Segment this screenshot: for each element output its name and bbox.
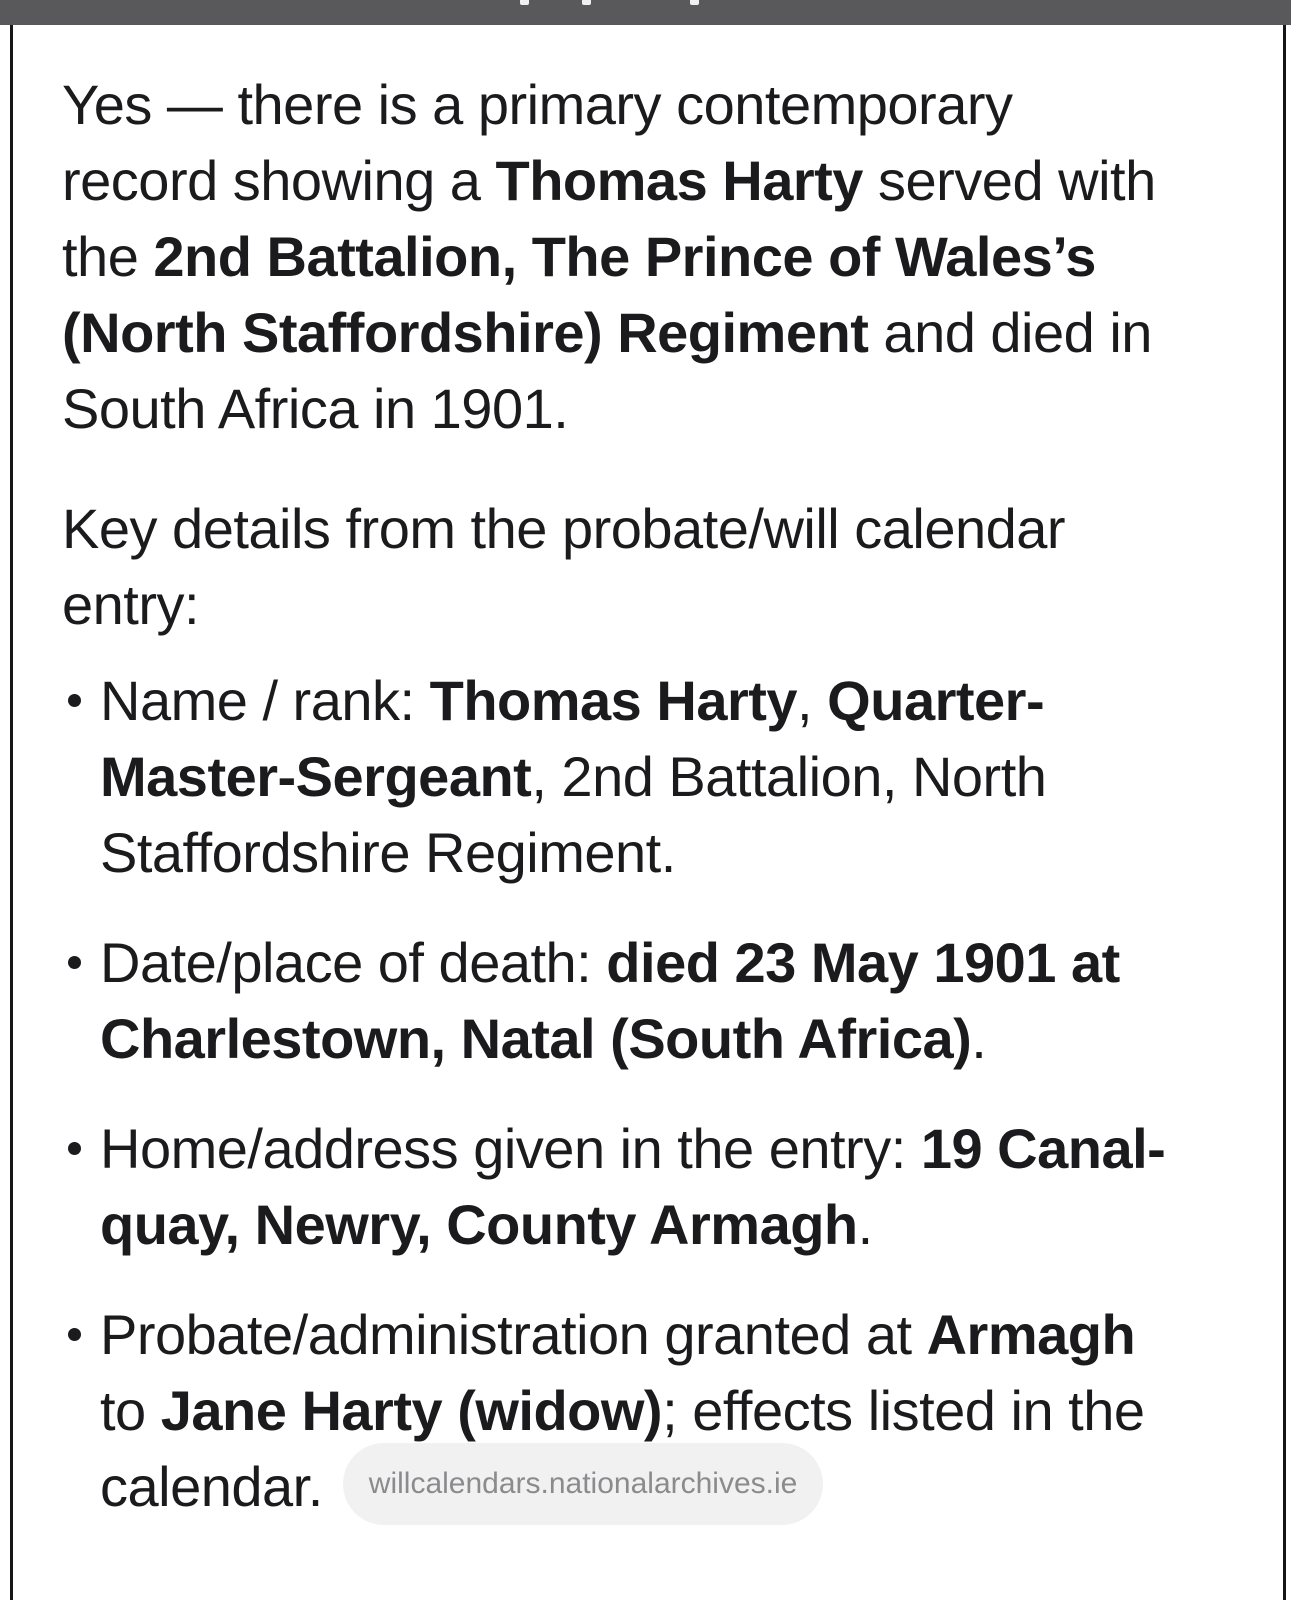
text-segment: 2nd Battalion, The Prince of Wales’s xyxy=(153,225,1096,288)
bullet-dot xyxy=(68,1142,81,1155)
cropped-glyph-artifact xyxy=(520,0,529,5)
list-item-text xyxy=(100,1111,1165,1263)
text-segment: Name / rank: xyxy=(100,669,430,732)
text-segment: Master-Sergeant xyxy=(100,745,532,808)
text-segment: Key details from the probate/will calendar xyxy=(62,497,1066,560)
intro-paragraph xyxy=(62,67,1222,447)
text-segment: to xyxy=(100,1379,161,1442)
list-item-address xyxy=(62,1111,1222,1263)
text-segment: , xyxy=(797,669,828,732)
text-segment: entry: xyxy=(62,573,200,636)
text-segment: . xyxy=(857,1193,873,1256)
top-bar xyxy=(0,0,1291,25)
text-segment: Armagh xyxy=(926,1303,1136,1366)
list-item-death xyxy=(62,925,1222,1077)
text-segment: South Africa in 1901. xyxy=(62,377,569,440)
frame-left-border xyxy=(10,25,13,1600)
text-segment: quay, Newry, County Armagh xyxy=(100,1193,858,1256)
key-details-list xyxy=(62,663,1222,1525)
text-segment: Probate/administration granted at xyxy=(100,1303,927,1366)
text-segment: served with xyxy=(862,149,1156,212)
text-segment: Charlestown, Natal (South Africa) xyxy=(100,1007,972,1070)
text-segment: died 23 May 1901 at xyxy=(606,931,1120,994)
text-segment: 19 Canal- xyxy=(920,1117,1166,1180)
text-segment: (North Staffordshire) Regiment xyxy=(62,301,869,364)
citation-pill[interactable]: willcalendars.nationalarchives.ie xyxy=(343,1443,824,1525)
frame-right-border xyxy=(1283,25,1286,1600)
list-item-text xyxy=(100,925,1120,1077)
text-segment: calendar. xyxy=(100,1455,323,1518)
cropped-glyph-artifact xyxy=(690,0,699,5)
text-segment: Thomas Harty xyxy=(429,669,798,732)
text-segment: Yes — there is a primary contemporary xyxy=(62,73,1013,136)
list-item-probate xyxy=(62,1297,1222,1525)
text-segment: Home/address given in the entry: xyxy=(100,1117,921,1180)
list-item-text xyxy=(100,1297,1145,1525)
bullet-dot xyxy=(68,694,81,707)
key-details-heading xyxy=(62,491,1222,643)
text-segment: ; effects listed in the xyxy=(662,1379,1145,1442)
text-segment: , 2nd Battalion, North xyxy=(531,745,1047,808)
text-segment: Thomas Harty xyxy=(495,149,863,212)
text-segment: . xyxy=(971,1007,987,1070)
list-item-text xyxy=(100,663,1046,891)
cropped-glyph-artifact xyxy=(582,0,591,5)
text-segment: Quarter- xyxy=(827,669,1045,732)
text-segment: Date/place of death: xyxy=(100,931,607,994)
list-item-name-rank xyxy=(62,663,1222,891)
text-segment: Staffordshire Regiment. xyxy=(100,821,676,884)
text-segment: Jane Harty (widow) xyxy=(160,1379,663,1442)
bullet-dot xyxy=(68,1328,81,1341)
bullet-dot xyxy=(68,956,81,969)
text-segment: and died in xyxy=(868,301,1152,364)
text-segment: record showing a xyxy=(62,149,496,212)
assistant-message xyxy=(62,25,1222,1525)
text-segment: the xyxy=(62,225,154,288)
